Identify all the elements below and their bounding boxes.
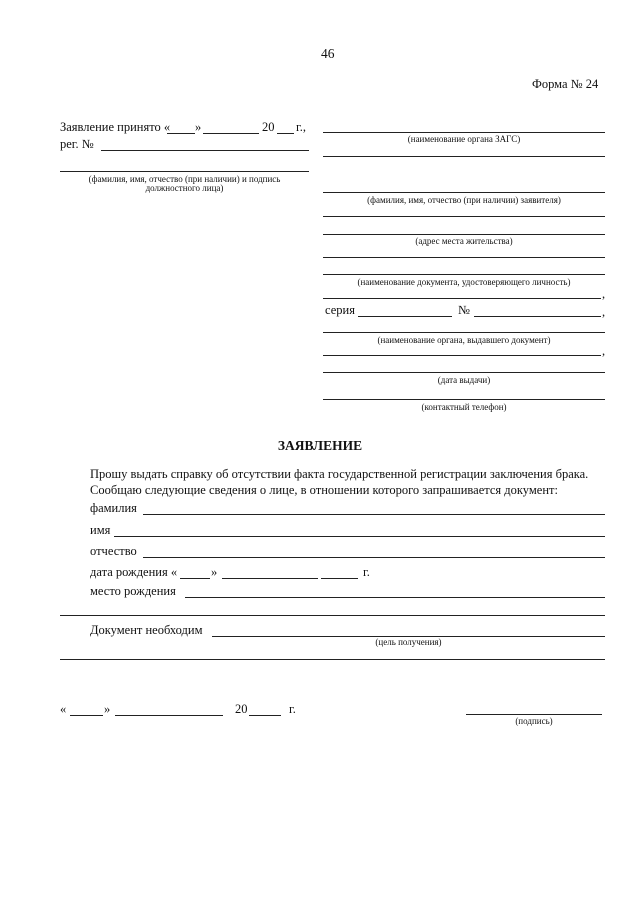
applicant-name-field-2[interactable] xyxy=(323,216,605,217)
accepted-year-field[interactable] xyxy=(277,133,294,134)
birth-month-field[interactable] xyxy=(222,578,318,579)
number-label: № xyxy=(458,303,470,317)
accepted-day-field[interactable] xyxy=(167,133,195,134)
id-document-comma: , xyxy=(602,287,606,301)
form-number: Форма № 24 xyxy=(532,77,599,91)
reg-number-label: рег. № xyxy=(60,137,94,151)
accepted-month-field[interactable] xyxy=(203,133,259,134)
series-field[interactable] xyxy=(358,316,452,317)
birth-place-field[interactable] xyxy=(185,597,605,598)
date-month-field[interactable] xyxy=(115,715,223,716)
name-label: имя xyxy=(90,523,111,537)
birth-date-quote-close: » xyxy=(211,565,218,579)
date-quote-open: « xyxy=(60,702,67,716)
id-document-field[interactable] xyxy=(323,274,605,275)
patronymic-field[interactable] xyxy=(143,557,605,558)
series-label: серия xyxy=(325,303,355,317)
page-number: 46 xyxy=(321,46,335,61)
address-field[interactable] xyxy=(323,234,605,235)
official-caption-line1: (фамилия, имя, отчество (при наличии) и подпись xyxy=(88,174,281,184)
date-quote-close: » xyxy=(104,702,111,716)
reg-number-field[interactable] xyxy=(101,150,309,151)
id-document-caption: (наименование документа, удостоверяющего личность) xyxy=(357,277,571,287)
issuer-comma: , xyxy=(602,344,606,358)
purpose-field-2[interactable] xyxy=(60,659,605,660)
birth-place-field-2[interactable] xyxy=(60,615,605,616)
applicant-name-field[interactable] xyxy=(323,192,605,193)
date-year-suffix: г. xyxy=(289,702,296,716)
issuer-field-2[interactable] xyxy=(323,355,601,356)
statement-line-2: Сообщаю следующие сведения о лице, в отношении которого запрашивается документ: xyxy=(90,483,558,497)
patronymic-label: отчество xyxy=(90,544,137,558)
date-year-field[interactable] xyxy=(249,715,281,716)
official-caption-line2: должностного лица) xyxy=(145,183,224,193)
birth-year-field[interactable] xyxy=(321,578,358,579)
document-number-field[interactable] xyxy=(474,316,601,317)
series-comma: , xyxy=(602,305,606,319)
accepted-year-prefix: 20 xyxy=(262,120,275,134)
purpose-caption: (цель получения) xyxy=(375,637,442,647)
birth-day-field[interactable] xyxy=(180,578,210,579)
surname-label: фамилия xyxy=(90,501,137,515)
statement-line-1: Прошу выдать справку об отсутствии факта государственной регистрации заключения брака. xyxy=(90,467,589,481)
issuer-field[interactable] xyxy=(323,332,605,333)
birth-date-suffix: г. xyxy=(363,565,370,579)
signature-caption: (подпись) xyxy=(515,716,553,726)
accepted-label: Заявление принято « xyxy=(60,120,171,134)
signature-field[interactable] xyxy=(466,714,602,715)
statement-title: ЗАЯВЛЕНИЕ xyxy=(277,438,363,453)
issuer-caption: (наименование органа, выдавшего документ) xyxy=(377,335,551,345)
surname-field[interactable] xyxy=(143,514,605,515)
date-day-field[interactable] xyxy=(70,715,103,716)
birth-date-label: дата рождения « xyxy=(90,565,178,579)
issue-date-field[interactable] xyxy=(323,372,605,373)
zags-name-field-2[interactable] xyxy=(323,156,605,157)
birth-place-label: место рождения xyxy=(90,584,176,598)
id-document-field-2[interactable] xyxy=(323,298,601,299)
phone-field[interactable] xyxy=(323,399,605,400)
official-signature-field[interactable] xyxy=(60,171,309,172)
zags-name-field[interactable] xyxy=(323,132,605,133)
name-field[interactable] xyxy=(114,536,605,537)
zags-caption: (наименование органа ЗАГС) xyxy=(407,134,521,144)
applicant-caption: (фамилия, имя, отчество (при наличии) заявителя) xyxy=(367,195,561,205)
accepted-year-suffix: г., xyxy=(296,120,306,134)
address-caption: (адрес места жительства) xyxy=(415,236,513,246)
address-field-2[interactable] xyxy=(323,257,605,258)
date-year-prefix: 20 xyxy=(235,702,248,716)
phone-caption: (контактный телефон) xyxy=(421,402,507,412)
purpose-label: Документ необходим xyxy=(90,623,203,637)
issue-date-caption: (дата выдачи) xyxy=(437,375,491,385)
accepted-quote-close: » xyxy=(195,120,202,134)
